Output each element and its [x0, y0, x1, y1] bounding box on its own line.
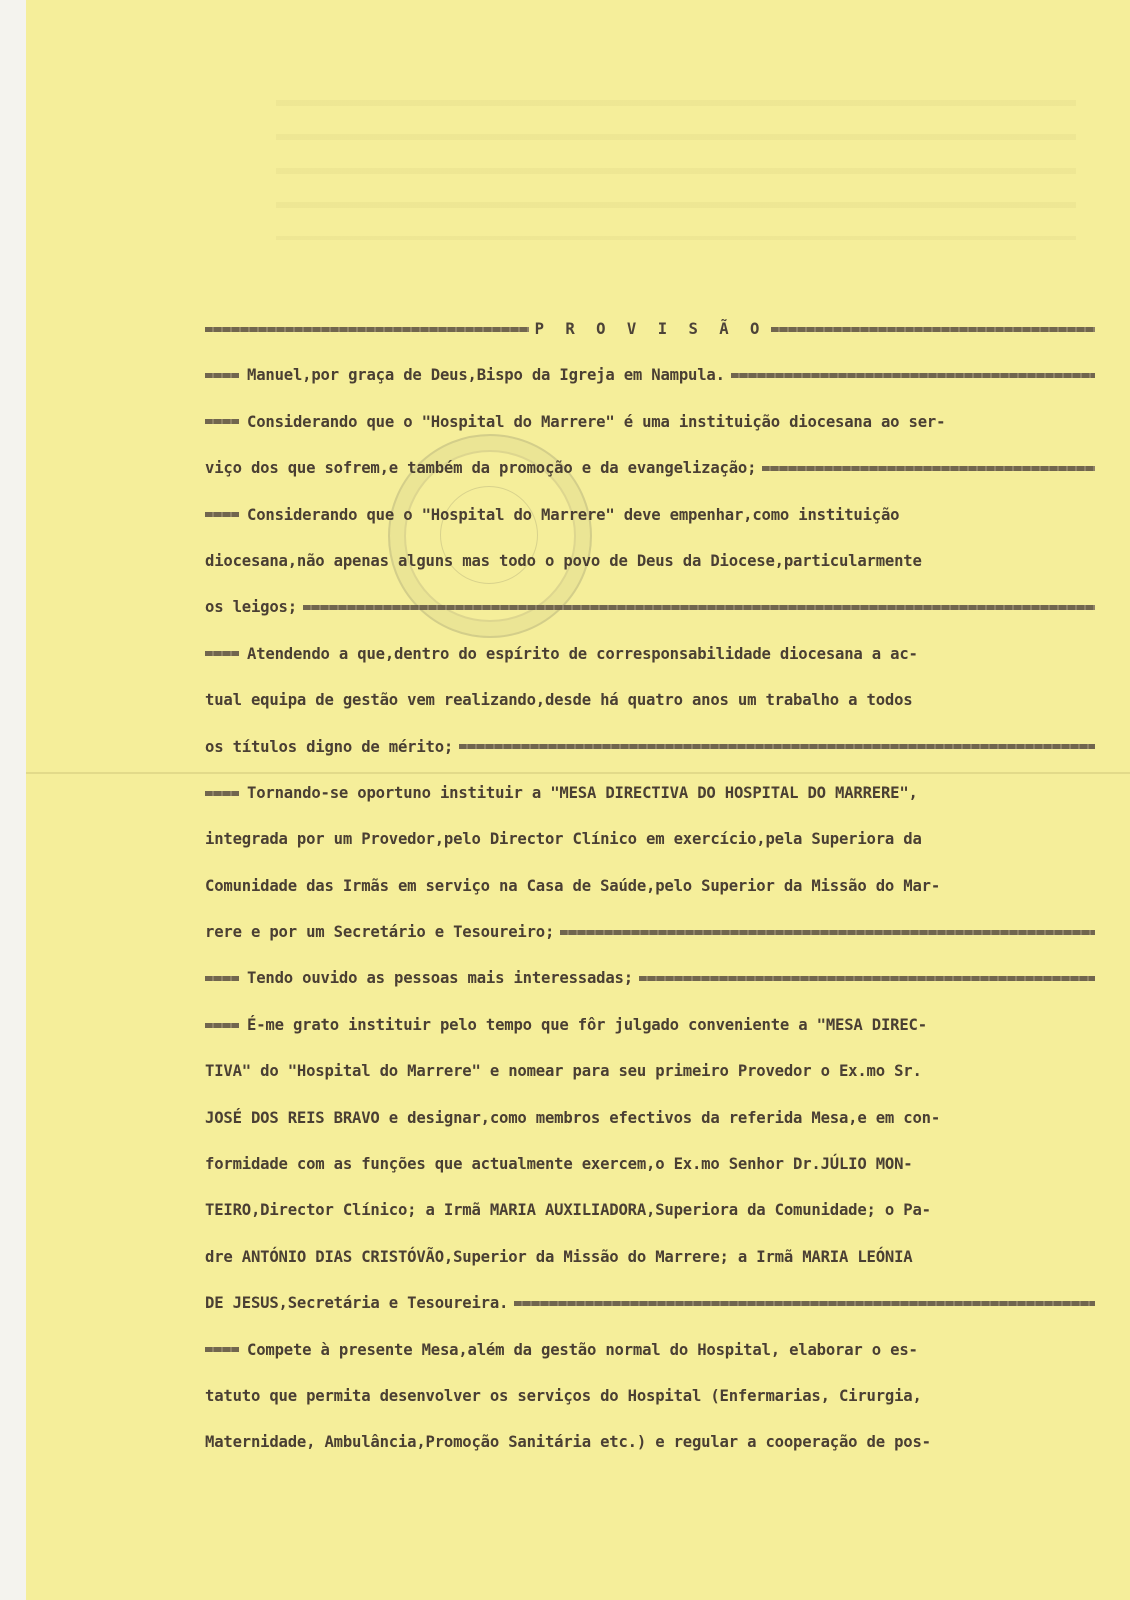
line-text: DE JESUS,Secretária e Tesoureira. [205, 1294, 509, 1313]
text-line [205, 399, 1095, 445]
dash-fill [639, 976, 1095, 981]
dash-fill [762, 466, 1095, 471]
text-line [205, 584, 1095, 630]
line-text: tatuto que permita desenvolver os serviços do Hospital (Enfermarias, Cirurgia, [205, 1386, 922, 1405]
page-edge [0, 0, 26, 1600]
text-line [205, 1419, 1095, 1465]
line-text: É-me grato instituir pelo tempo que fôr julgado conveniente a "MESA DIREC- [247, 1015, 927, 1034]
title-line [205, 306, 1095, 352]
line-text: viço dos que sofrem,e também da promoção e da evangelização; [205, 459, 757, 478]
line-text: Tornando-se oportuno instituir a "MESA DIRECTIVA DO HOSPITAL DO MARRERE", [247, 783, 918, 802]
line-text: Manuel,por graça de Deus,Bispo da Igreja em Nampula. [247, 366, 725, 385]
text-line [205, 955, 1095, 1001]
text-line [205, 1048, 1095, 1094]
text-line [205, 631, 1095, 677]
dash-fill-right [771, 327, 1095, 332]
dash-fill [560, 930, 1095, 935]
dash-fill-left [205, 327, 529, 332]
dash-lead [205, 976, 239, 981]
text-line [205, 1187, 1095, 1233]
line-text: diocesana,não apenas alguns mas todo o povo de Deus da Diocese,particularmente [205, 551, 922, 570]
line-text: Considerando que o "Hospital do Marrere" deve empenhar,como instituição [247, 505, 900, 524]
document-body [205, 306, 1095, 1466]
line-text: dre ANTÓNIO DIAS CRISTÓVÃO,Superior da Missão do Marrere; a Irmã MARIA LEÓNIA [205, 1247, 913, 1266]
text-line [205, 538, 1095, 584]
text-line [205, 724, 1095, 770]
line-text: tual equipa de gestão vem realizando,desde há quatro anos um trabalho a todos [205, 691, 913, 710]
text-line [205, 677, 1095, 723]
bleed-through-text [276, 100, 1076, 240]
line-text: os leigos; [205, 598, 297, 617]
dash-fill [731, 373, 1095, 378]
text-line [205, 445, 1095, 491]
line-text: Considerando que o "Hospital do Marrere" é uma instituição diocesana ao ser- [247, 412, 946, 431]
dash-lead [205, 651, 239, 656]
document-title: P R O V I S Ã O [534, 320, 766, 338]
text-line [205, 770, 1095, 816]
line-text: Maternidade, Ambulância,Promoção Sanitária etc.) e regular a cooperação de pos- [205, 1433, 931, 1452]
line-text: TIVA" do "Hospital do Marrere" e nomear para seu primeiro Provedor o Ex.mo Sr. [205, 1062, 922, 1081]
dash-fill [303, 605, 1095, 610]
line-text: TEIRO,Director Clínico; a Irmã MARIA AUXILIADORA,Superiora da Comunidade; o Pa- [205, 1201, 931, 1220]
dash-lead [205, 791, 239, 796]
line-text: rere e por um Secretário e Tesoureiro; [205, 923, 555, 942]
line-text: Compete à presente Mesa,além da gestão normal do Hospital, elaborar o es- [247, 1340, 918, 1359]
dash-fill [514, 1301, 1095, 1306]
line-text: Comunidade das Irmãs em serviço na Casa de Saúde,pelo Superior da Missão do Mar- [205, 876, 941, 895]
dash-lead [205, 419, 239, 424]
line-text: formidade com as funções que actualmente exercem,o Ex.mo Senhor Dr.JÚLIO MON- [205, 1155, 913, 1174]
line-text: os títulos digno de mérito; [205, 737, 454, 756]
text-line [205, 816, 1095, 862]
text-line [205, 863, 1095, 909]
text-line [205, 1234, 1095, 1280]
text-line [205, 909, 1095, 955]
text-line [205, 1373, 1095, 1419]
text-line [205, 1141, 1095, 1187]
text-line [205, 352, 1095, 398]
dash-lead [205, 512, 239, 517]
text-line [205, 1002, 1095, 1048]
line-text: JOSÉ DOS REIS BRAVO e designar,como membros efectivos da referida Mesa,e em con- [205, 1108, 941, 1127]
line-text: integrada por um Provedor,pelo Director Clínico em exercício,pela Superiora da [205, 830, 922, 849]
line-text: Tendo ouvido as pessoas mais interessadas; [247, 969, 633, 988]
text-line [205, 1327, 1095, 1373]
dash-lead [205, 1023, 239, 1028]
text-line [205, 1095, 1095, 1141]
dash-lead [205, 1347, 239, 1352]
dash-lead [205, 373, 239, 378]
text-line [205, 492, 1095, 538]
text-line [205, 1280, 1095, 1326]
dash-fill [459, 744, 1095, 749]
document-lines [205, 352, 1095, 1465]
line-text: Atendendo a que,dentro do espírito de corresponsabilidade diocesana a ac- [247, 644, 918, 663]
